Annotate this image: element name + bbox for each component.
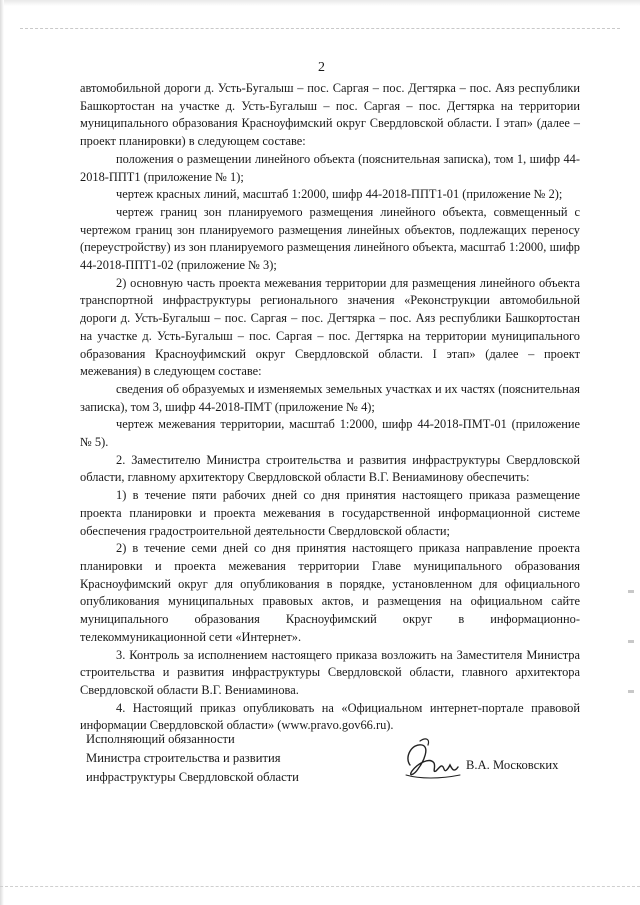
scan-side-mark <box>628 640 634 643</box>
handwritten-signature <box>400 735 464 783</box>
scan-top-shade <box>0 0 640 6</box>
signer-title-line-3: инфраструктуры Свердловской области <box>86 770 299 784</box>
signer-title-line-2: Министра строительства и развития <box>86 751 281 765</box>
scan-bottom-noise <box>0 886 640 893</box>
document-paragraph: сведения об образуемых и изменяемых земельных участках и их частях (пояснительная записка), том 3, шифр 44-2018-ПМТ (приложение № 4); <box>80 381 580 414</box>
document-paragraph: 3. Контроль за исполнением настоящего приказа возложить на Заместителя Министра строительства и развития инфраструктуры Свердловской области, главного архитектора Свердловской области В.Г. Вениаминова. <box>80 647 580 697</box>
document-paragraph: чертеж межевания территории, масштаб 1:2000, шифр 44-2018-ПМТ-01 (приложение № 5). <box>80 417 580 450</box>
document-paragraph: чертеж красных линий, масштаб 1:2000, шифр 44-2018-ППТ1-01 (приложение № 2); <box>116 187 563 202</box>
document-paragraph: 2) в течение семи дней со дня принятия настоящего приказа направление проекта планировки и проекта межевания территории Главе муниципального образования Красноуфимский округ для опубликования в порядке, установленном для официального опубликования муниципальных правовых актов, и размещения на официальном сайте муниципального образования Красноуфимский округ в информационно-телекоммуникационной сети «Интернет». <box>80 541 580 644</box>
scan-top-noise <box>20 28 620 33</box>
document-paragraph: 1) в течение пяти рабочих дней со дня принятия настоящего приказа размещение проекта планировки и проекта межевания в государственной информационной системе обеспечения градостроительной деятельности Свердловской области; <box>80 488 580 538</box>
signer-title-line-1: Исполняющий обязанности <box>86 732 235 746</box>
signature-block <box>86 730 299 787</box>
document-paragraph: 2. Заместителю Министра строительства и развития инфраструктуры Свердловской области, главному архитектору Свердловской области В.Г. Вениаминову обеспечить: <box>80 452 580 485</box>
document-paragraph: автомобильной дороги д. Усть-Бугалыш – пос. Саргая – пос. Дегтярка – пос. Аяз республики Башкортостан на участке д. Усть-Бугалыш – пос. Саргая – пос. Дегтярка на территории муниципального образования Красноуфимский округ Свердловской области. I этап» (далее – проект планировки) в следующем составе: <box>80 81 580 149</box>
document-paragraph: 4. Настоящий приказ опубликовать на «Официальном интернет-портале правовой информации Свердловской области» (www.pravo.gov66.ru). <box>80 700 580 733</box>
scan-left-edge <box>0 0 4 905</box>
document-paragraph: положения о размещении линейного объекта (пояснительная записка), том 1, шифр 44-2018-ППТ1 (приложение № 1); <box>80 151 580 184</box>
scan-side-mark <box>628 690 634 693</box>
document-body <box>80 80 580 735</box>
scan-side-mark <box>628 590 634 593</box>
document-paragraph: чертеж границ зон планируемого размещения линейного объекта, совмещенный с чертежом границ зон планируемого размещения линейных объектов, подлежащих переносу (переустройству) из зон планируемого размещения линейного объекта, масштаб 1:2000, шифр 44-2018-ППТ1-02 (приложение № 3); <box>80 204 580 273</box>
signer-name: В.А. Московских <box>466 758 559 772</box>
document-paragraph: 2) основную часть проекта межевания территории для размещения линейного объекта транспортной инфраструктуры регионального значения «Реконструкции автомобильной дороги д. Усть-Бугалыш – пос. Саргая – пос. Дегтярка – пос. Аяз республики Башкортостан на участке д. Усть-Бугалыш – пос. Саргая – пос. Дегтярка на территории муниципального образования Красноуфимский округ Свердловской области. I этап» (далее – проект межевания) в следующем составе: <box>80 275 580 379</box>
page-number: 2 <box>318 60 325 75</box>
